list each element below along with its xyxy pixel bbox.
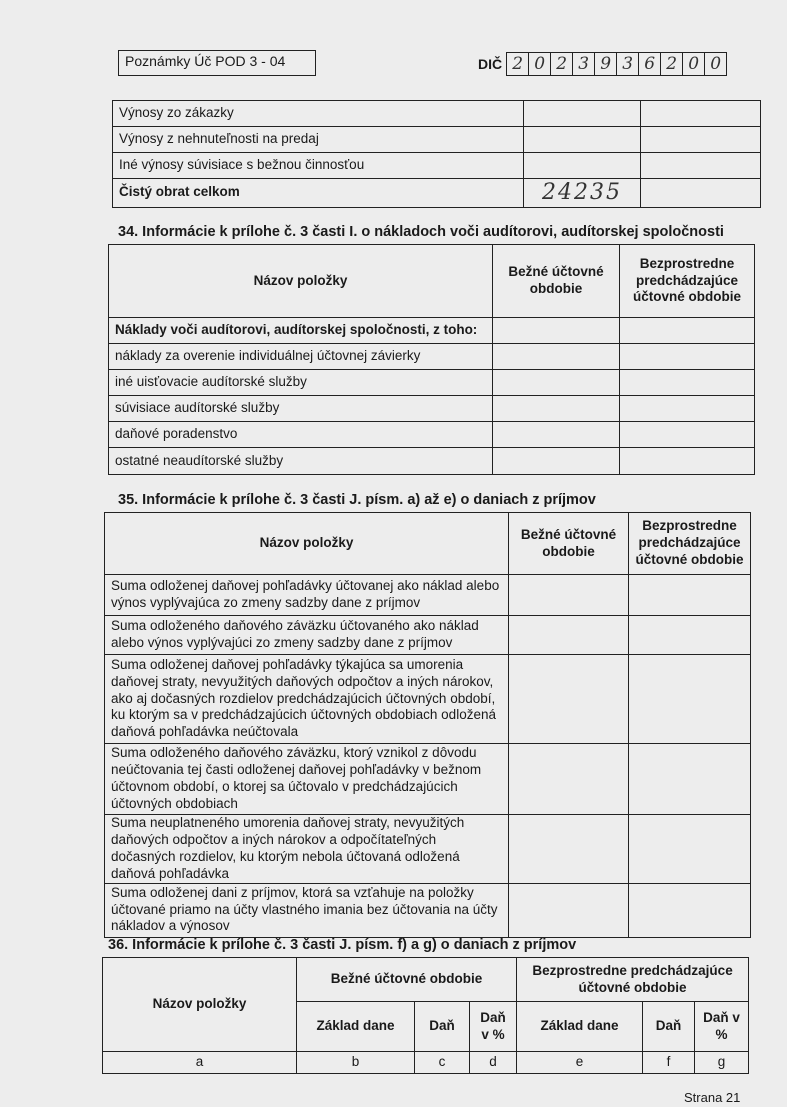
value-cell[interactable] — [509, 744, 629, 815]
value-cell[interactable] — [641, 179, 761, 208]
sub-header-base: Základ dane — [517, 1002, 643, 1052]
row-label: Suma odloženého daňového záväzku účtovaného ako náklad alebo výnos vyplývajúci zo zmeny sadzby dane z príjmov — [105, 616, 509, 655]
sub-header-tax: Daň — [643, 1002, 695, 1052]
dic-digit: 3 — [572, 52, 595, 76]
income-tax-rates-table — [102, 957, 749, 1074]
table-row — [109, 396, 755, 422]
row-label: iné uisťovacie audítorské služby — [109, 370, 493, 396]
row-label: náklady za overenie individuálnej účtovnej závierky — [109, 344, 493, 370]
value-cell[interactable] — [493, 396, 620, 422]
dic-field — [478, 52, 726, 76]
value-cell[interactable] — [493, 370, 620, 396]
col-header-name: Názov položky — [109, 245, 493, 318]
col-header-current: Bežné účtovné obdobie — [493, 245, 620, 318]
value-cell[interactable] — [524, 179, 641, 208]
dic-digit: 0 — [704, 52, 727, 76]
col-header-name: Názov položky — [105, 513, 509, 575]
section-35-title: 35. Informácie k prílohe č. 3 časti J. písm. a) až e) o daniach z príjmov — [118, 492, 596, 508]
value-cell[interactable] — [509, 616, 629, 655]
value-cell[interactable] — [629, 616, 751, 655]
value-cell[interactable] — [641, 101, 761, 127]
value-cell[interactable] — [509, 815, 629, 884]
dic-digit: 2 — [550, 52, 573, 76]
col-header-current: Bežné účtovné obdobie — [509, 513, 629, 575]
col-header-name: Názov položky — [103, 958, 297, 1052]
group-header-previous: Bezprostredne predchádzajúce účtovné obdobie — [517, 958, 749, 1002]
row-label: Suma odloženej daňovej pohľadávky týkajúca sa umorenia daňovej straty, nevyužitých daňových odpočtov a iných nárokov, ako aj dočasných rozdielov predchádzajúcich účtovných období, ku ktorým sa v predchádzajúcich účtovných obdobiach odložená daňová pohľadávka neúčtovala — [105, 655, 509, 744]
value-cell[interactable] — [620, 318, 755, 344]
table-row — [113, 127, 761, 153]
table-row — [113, 101, 761, 127]
column-letter: b — [297, 1052, 415, 1074]
dic-digit: 3 — [616, 52, 639, 76]
value-cell[interactable] — [629, 883, 751, 937]
income-tax-table — [104, 512, 751, 938]
table-row — [105, 575, 751, 616]
section-36-title: 36. Informácie k prílohe č. 3 časti J. písm. f) a g) o daniach z príjmov — [108, 937, 577, 953]
table-row — [105, 744, 751, 815]
table-row — [109, 422, 755, 448]
value-cell[interactable] — [509, 655, 629, 744]
column-letter: e — [517, 1052, 643, 1074]
form-label-box — [118, 50, 316, 76]
sub-header-tax: Daň — [415, 1002, 470, 1052]
table-header-row — [109, 245, 755, 318]
value-cell[interactable] — [620, 344, 755, 370]
value-cell[interactable] — [641, 153, 761, 179]
column-letter: a — [103, 1052, 297, 1074]
value-cell[interactable] — [524, 153, 641, 179]
value-cell[interactable] — [620, 396, 755, 422]
row-label: Čistý obrat celkom — [113, 179, 524, 208]
table-row — [105, 616, 751, 655]
table-row — [109, 344, 755, 370]
group-header-current: Bežné účtovné obdobie — [297, 958, 517, 1002]
table-row — [113, 179, 761, 208]
value-cell[interactable] — [629, 575, 751, 616]
column-letter: c — [415, 1052, 470, 1074]
table-row — [105, 815, 751, 884]
sub-header-tax-pct: Daň v % — [695, 1002, 749, 1052]
value-cell[interactable] — [509, 575, 629, 616]
dic-digit: 2 — [506, 52, 529, 76]
dic-digit: 2 — [660, 52, 683, 76]
col-header-previous: Bezprostredne predchádzajúce účtovné obdobie — [620, 245, 755, 318]
dic-digit: 9 — [594, 52, 617, 76]
table-row — [113, 153, 761, 179]
column-letter: g — [695, 1052, 749, 1074]
value-cell[interactable] — [629, 655, 751, 744]
col-header-previous: Bezprostredne predchádzajúce účtovné obdobie — [629, 513, 751, 575]
table-row — [105, 883, 751, 937]
value-cell[interactable] — [493, 422, 620, 448]
section-34-title: 34. Informácie k prílohe č. 3 časti I. o nákladoch voči audítorovi, audítorskej spoločnosti — [118, 224, 724, 240]
table-header-row — [103, 958, 749, 1002]
table-header-row — [105, 513, 751, 575]
value-cell[interactable] — [493, 318, 620, 344]
revenue-table — [112, 100, 761, 208]
row-label: Náklady voči audítorovi, audítorskej spoločnosti, z toho: — [109, 318, 493, 344]
value-cell[interactable] — [641, 127, 761, 153]
auditor-costs-table — [108, 244, 755, 475]
dic-digit: 6 — [638, 52, 661, 76]
letter-row — [103, 1052, 749, 1074]
sub-header-base: Základ dane — [297, 1002, 415, 1052]
row-label: Suma odloženej daňovej pohľadávky účtovanej ako náklad alebo výnos vyplývajúca zo zmeny sadzby dane z príjmov — [105, 575, 509, 616]
value-cell[interactable] — [524, 127, 641, 153]
value-cell[interactable] — [620, 422, 755, 448]
value-cell[interactable] — [620, 448, 755, 475]
table-row — [109, 448, 755, 475]
row-label: Suma odloženej dani z príjmov, ktorá sa vzťahuje na položky účtované priamo na účty vlastného imania bez účtovania na účty nákladov a výnosov — [105, 883, 509, 937]
value-cell[interactable] — [629, 744, 751, 815]
net-turnover-value: 24235 — [542, 180, 622, 205]
row-label: Suma neuplatneného umorenia daňovej straty, nevyužitých daňových odpočtov a iných nárokov a odpočítateľných dočasných rozdielov, ku ktorým nebola účtovaná odložená daňová pohľadávka — [105, 815, 509, 884]
value-cell[interactable] — [493, 344, 620, 370]
form-label: Poznámky Úč POD 3 - 04 — [125, 53, 286, 69]
value-cell[interactable] — [620, 370, 755, 396]
value-cell[interactable] — [629, 815, 751, 884]
dic-digit: 0 — [682, 52, 705, 76]
table-row — [109, 318, 755, 344]
row-label: Suma odloženého daňového záväzku, ktorý vznikol z dôvodu neúčtovania tej časti odloženej daňovej pohľadávky v bežnom účtovnom období, o ktorej sa účtovalo v predchádzajúcich účtovných obdobiach — [105, 744, 509, 815]
table-row — [109, 370, 755, 396]
page-number: Strana 21 — [684, 1090, 741, 1105]
row-label: Iné výnosy súvisiace s bežnou činnosťou — [113, 153, 524, 179]
row-label: Výnosy zo zákazky — [113, 101, 524, 127]
dic-label: DIČ — [478, 56, 503, 72]
row-label: ostatné neaudítorské služby — [109, 448, 493, 475]
value-cell[interactable] — [524, 101, 641, 127]
dic-digit: 0 — [528, 52, 551, 76]
row-label: Výnosy z nehnuteľnosti na predaj — [113, 127, 524, 153]
column-letter: d — [470, 1052, 517, 1074]
row-label: súvisiace audítorské služby — [109, 396, 493, 422]
table-row — [105, 655, 751, 744]
column-letter: f — [643, 1052, 695, 1074]
sub-header-tax-pct: Daň v % — [470, 1002, 517, 1052]
value-cell[interactable] — [493, 448, 620, 475]
value-cell[interactable] — [509, 883, 629, 937]
row-label: daňové poradenstvo — [109, 422, 493, 448]
